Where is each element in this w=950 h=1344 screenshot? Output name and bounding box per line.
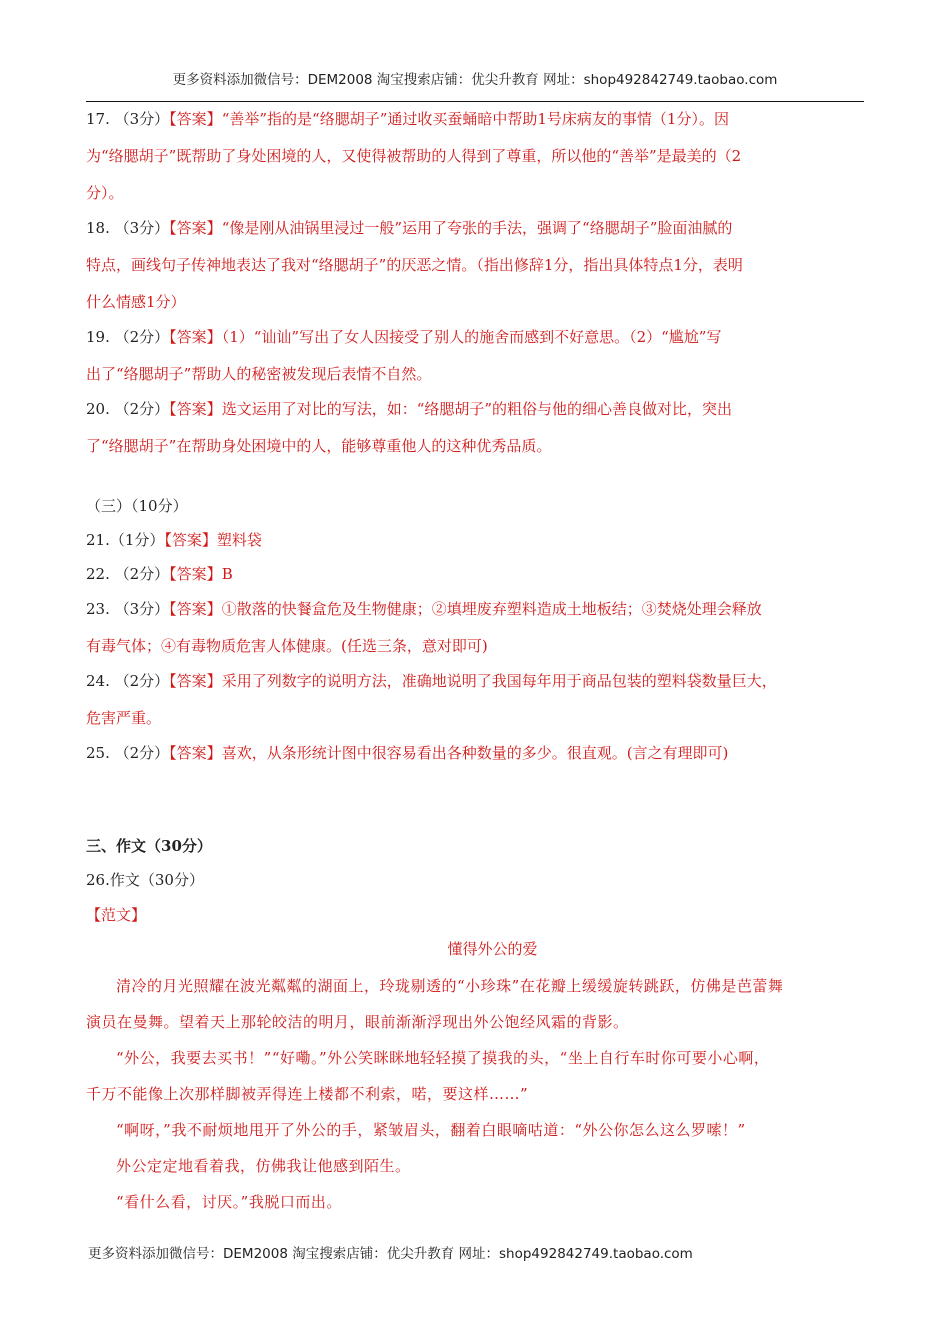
- essay-title: 懂得外公的爱: [447, 940, 538, 958]
- question-number: 17. （3分）: [86, 110, 170, 128]
- answer-text: “善举”指的是“络腮胡子”通过收买蚕蛹暗中帮助1号床病友的事情（1分）。因: [221, 110, 729, 128]
- section-3-heading: （三）（10分）: [86, 497, 188, 515]
- answer-text: 了“络腮胡子”在帮助身处困境中的人，能够尊重他人的这种优秀品质。: [86, 437, 552, 455]
- answer-text: 选文运用了对比的写法，如：“络腮胡子”的粗俗与他的细心善良做对比，突出: [221, 400, 733, 418]
- answer-19: [86, 319, 866, 393]
- question-26: 26.作文（30分）: [86, 871, 204, 889]
- essay-body: [86, 968, 866, 1220]
- page-footer: 更多资料添加微信号：DEM2008 淘宝搜索店铺：优尖升教育 网址：shop492842749.taobao.com: [88, 1246, 693, 1262]
- essay-line: “外公，我要去买书！”“好嘞。”外公笑眯眯地轻轻摸了摸我的头，“坐上自行车时你可要小心啊，: [116, 1049, 770, 1067]
- answer-text: 为“络腮胡子”既帮助了身处困境的人，又使得被帮助的人得到了尊重，所以他的“善举”是最美的（2: [86, 147, 742, 165]
- question-number: 23. （3分）: [86, 600, 170, 618]
- answer-text: 出了“络腮胡子”帮助人的秘密被发现后表情不自然。: [86, 365, 432, 383]
- answer-23: [86, 591, 866, 665]
- question-number: 18. （3分）: [86, 219, 170, 237]
- answer-tag: 【答案】: [164, 531, 217, 549]
- answer-25: [86, 735, 866, 772]
- answer-text: “像是刚从油锅里浸过一般”运用了夸张的手法，强调了“络腮胡子”脸面油腻的: [221, 219, 733, 237]
- answer-text: ①散落的快餐盒危及生物健康；②填埋废弃塑料造成土地板结；③焚烧处理会释放: [221, 600, 762, 618]
- question-number: 24. （2分）: [86, 672, 170, 690]
- answer-21: [86, 522, 866, 559]
- answer-text: 喜欢，从条形统计图中很容易看出各种数量的多少。很直观。(言之有理即可): [221, 744, 729, 762]
- essay-line: 演员在曼舞。望着天上那轮皎洁的明月，眼前渐渐浮现出外公饱经风霜的背影。: [86, 1013, 629, 1031]
- answer-tag: 【答案】: [169, 400, 222, 418]
- answer-text: （1）“讪讪”写出了女人因接受了别人的施舍而感到不好意思。（2）“尴尬”写: [221, 328, 722, 346]
- answer-tag: 【答案】: [169, 219, 222, 237]
- question-number: 20. （2分）: [86, 400, 170, 418]
- answer-20: [86, 391, 866, 465]
- essay-line: 清冷的月光照耀在波光粼粼的湖面上，玲珑剔透的“小珍珠”在花瓣上缓缓旋转跳跃，仿佛是芭蕾舞: [116, 977, 784, 995]
- answer-text: 分）。: [86, 184, 124, 202]
- answer-text: 采用了列数字的说明方法，准确地说明了我国每年用于商品包装的塑料袋数量巨大，: [221, 672, 777, 690]
- question-number: 21.（1分）: [86, 531, 165, 549]
- answer-text: 什么情感1分）: [86, 293, 186, 311]
- answer-18: [86, 210, 866, 321]
- answer-text: 塑料袋: [216, 531, 262, 549]
- answer-22: [86, 556, 866, 593]
- essay-line: 千万不能像上次那样脚被弄得连上楼都不利索，喏，要这样……”: [86, 1085, 529, 1103]
- essay-line: 外公定定地看着我，仿佛我让他感到陌生。: [116, 1157, 411, 1175]
- question-number: 25. （2分）: [86, 744, 170, 762]
- answer-tag: 【答案】: [169, 744, 222, 762]
- answer-text: 有毒气体；④有毒物质危害人体健康。(任选三条，意对即可): [86, 637, 488, 655]
- answer-text: 危害严重。: [86, 709, 162, 727]
- answer-tag: 【答案】: [169, 672, 222, 690]
- question-number: 19. （2分）: [86, 328, 170, 346]
- answer-tag: 【答案】: [169, 600, 222, 618]
- model-essay-tag: 【范文】: [86, 906, 147, 924]
- answer-17: [86, 101, 866, 212]
- answer-tag: 【答案】: [169, 328, 222, 346]
- answer-text: 特点，画线句子传神地表达了我对“络腮胡子”的厌恶之情。（指出修辞1分，指出具体特点1分，表明: [86, 256, 743, 274]
- answer-text: B: [221, 565, 233, 583]
- answer-24: [86, 663, 866, 737]
- page-header: 更多资料添加微信号：DEM2008 淘宝搜索店铺：优尖升教育 网址：shop492842749.taobao.com: [172, 72, 778, 88]
- composition-heading: 三、作文（30分）: [86, 837, 212, 855]
- essay-line: “啊呀，”我不耐烦地甩开了外公的手，紧皱眉头，翻着白眼嘀咕道：“外公你怎么这么罗嗦！”: [116, 1121, 746, 1139]
- answer-tag: 【答案】: [169, 565, 222, 583]
- essay-line: “看什么看，讨厌。”我脱口而出。: [116, 1193, 342, 1211]
- answer-tag: 【答案】: [169, 110, 222, 128]
- question-number: 22. （2分）: [86, 565, 170, 583]
